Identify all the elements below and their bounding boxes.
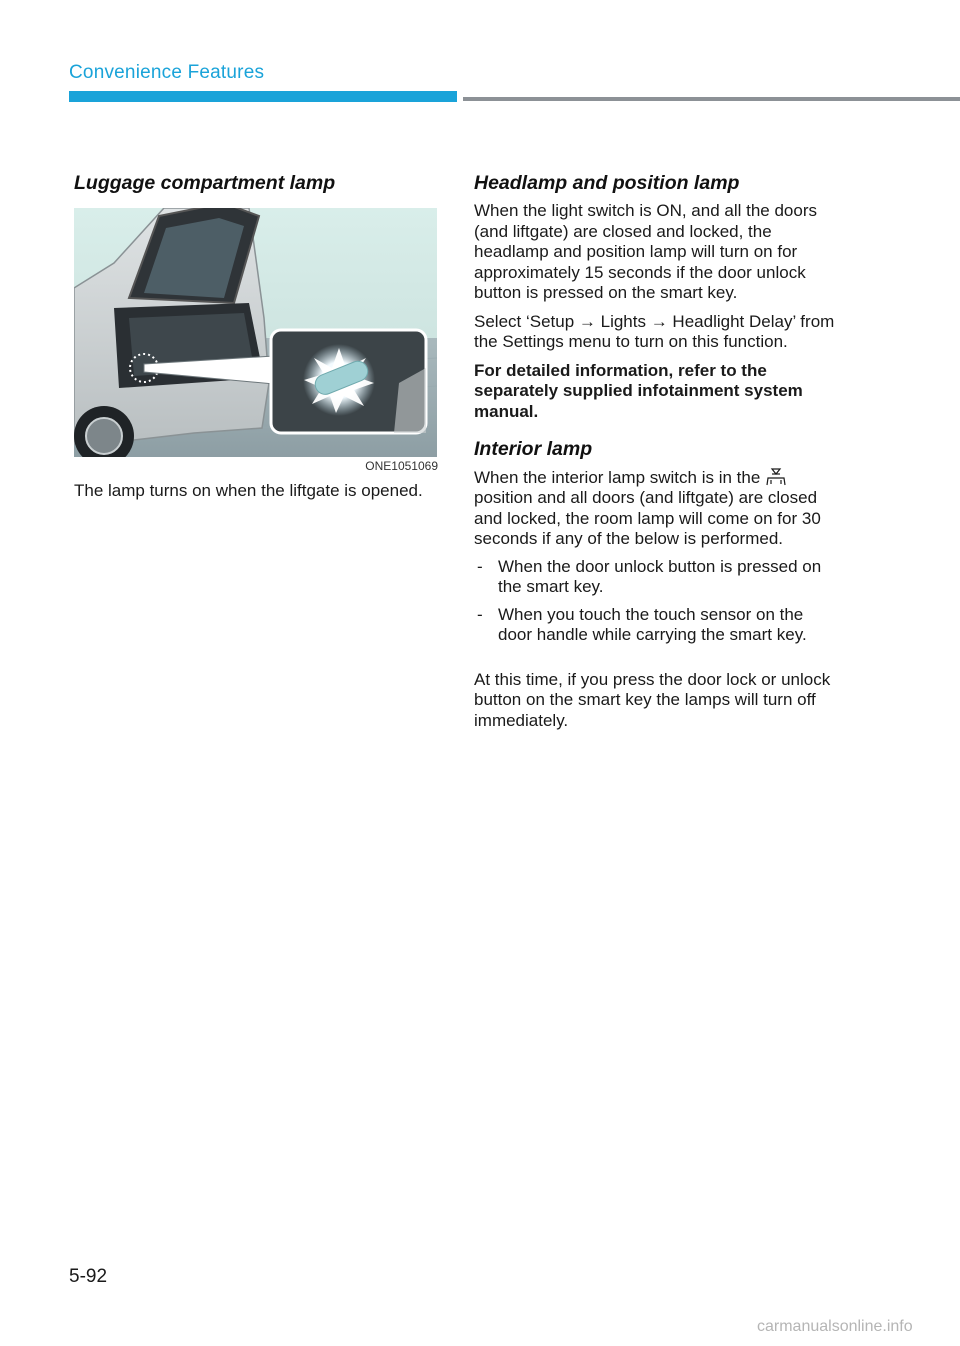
infotainment-note: For detailed information, refer to the separately supplied infotainment system manual. — [474, 360, 803, 421]
list-dash: - — [477, 604, 483, 624]
left-column — [74, 172, 438, 502]
interior-text-before-icon: When the interior lamp switch is in the — [474, 467, 761, 487]
section-title: Convenience Features — [69, 62, 265, 83]
headlamp-paragraph: When the light switch is ON, and all the doors (and liftgate) are closed and locked, the headlamp and position lamp will turn on for approximately 15 seconds if the door unlock button is pressed on the smart key. — [474, 201, 817, 303]
header-bar-accent — [69, 91, 457, 102]
illustration-svg — [74, 208, 437, 457]
interior-text-after-icon: position and all doors (and liftgate) are closed and locked, the room lamp will come on for 30 seconds if any of the below is performed. — [474, 488, 821, 549]
luggage-lamp-text: The lamp turns on when the liftgate is opened. — [74, 481, 423, 501]
list-dash: - — [477, 556, 483, 576]
settings-path-paragraph: Select ‘Setup → Lights → Headlight Delay’ from the Settings menu to turn on this function. — [474, 311, 835, 352]
heading-headlamp: Headlamp and position lamp — [474, 172, 740, 194]
watermark: carmanualsonline.info — [757, 1318, 913, 1335]
figure-code: ONE1051069 — [365, 459, 438, 474]
list-item-text: When the door unlock button is pressed on the smart key. — [498, 556, 822, 597]
list-item-text: When you touch the touch sensor on the door handle while carrying the smart key. — [498, 604, 807, 645]
list-item — [474, 557, 838, 598]
luggage-lamp-illustration — [74, 208, 437, 457]
page-number: 5-92 — [69, 1266, 108, 1287]
right-column — [474, 172, 838, 731]
heading-interior-lamp: Interior lamp — [474, 438, 593, 461]
interior-lamp-paragraph — [474, 468, 838, 550]
header-bar-rule — [463, 97, 960, 101]
list-item — [474, 605, 838, 646]
heading-luggage-lamp: Luggage compartment lamp — [74, 172, 336, 194]
lamps-off-paragraph: At this time, if you press the door lock or unlock button on the smart key the lamps will turn off immediately. — [474, 669, 831, 730]
door-lamp-icon — [765, 468, 787, 486]
